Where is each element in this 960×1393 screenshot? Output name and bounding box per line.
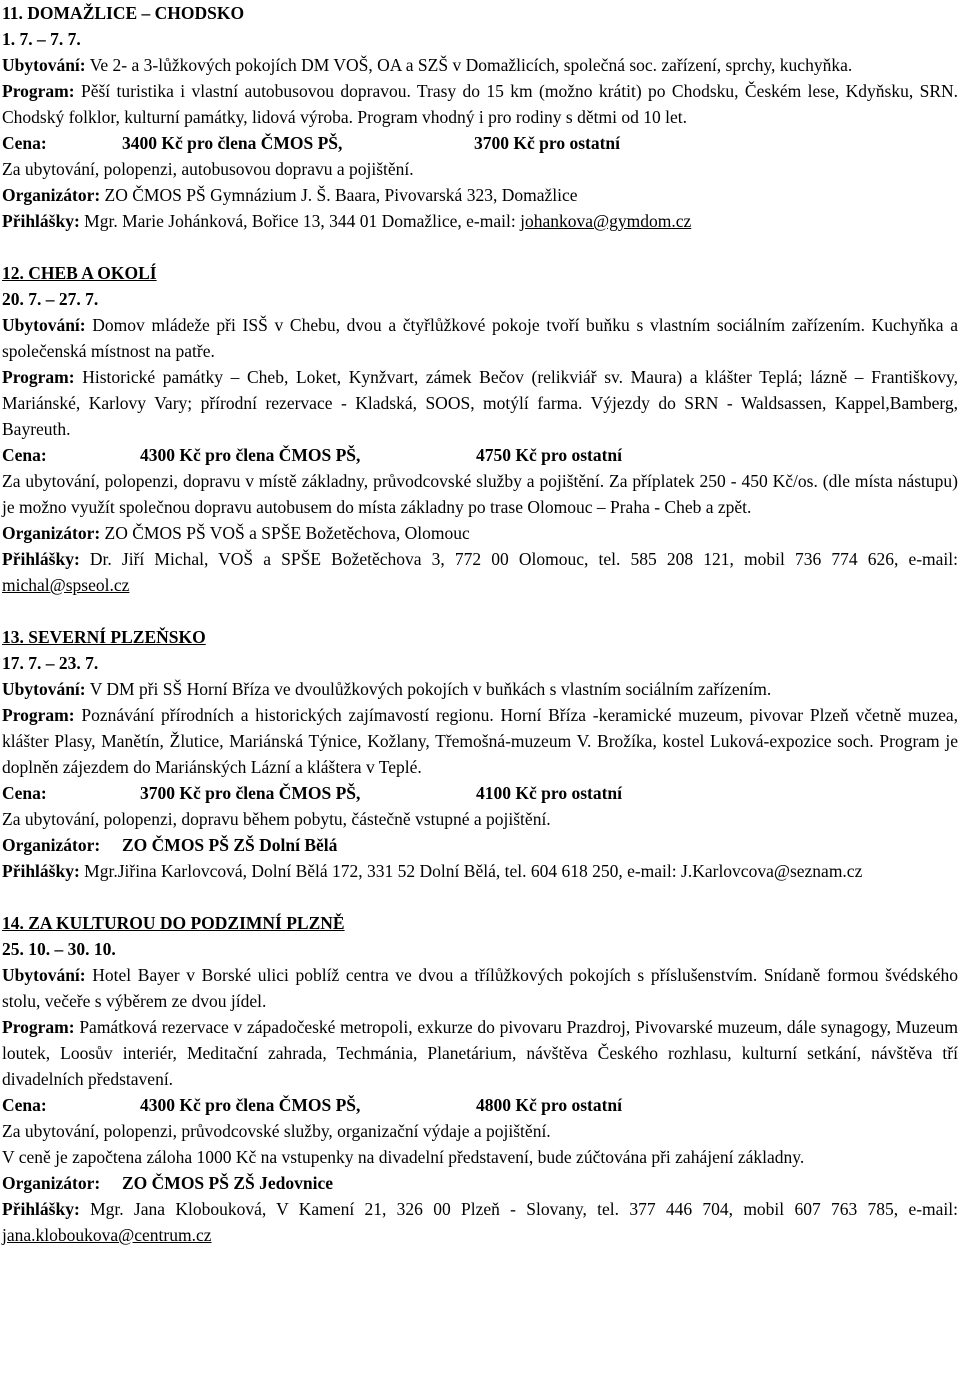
accommodation-paragraph xyxy=(2,676,958,702)
application-label: Přihlášky: xyxy=(2,549,80,569)
program-text: Památková rezervace v západočeské metropoli, exkurze do pivovaru Prazdroj, Pivovarské muzeum, dále synagogy, Muzeum loutek, Loosův interiér, Meditační zahrada, Techmánia, Planetárium, návštěva Českého rozhlasu, kulturní setkání, návštěva tří divadelních představení. xyxy=(2,1017,958,1089)
price-label: Cena: xyxy=(2,783,47,803)
application-text: Mgr. Marie Johánková, Bořice 13, 344 01 Domažlice, e-mail: xyxy=(84,211,516,231)
organizer-text: ZO ČMOS PŠ VOŠ a SPŠE Božetěchova, Olomouc xyxy=(104,523,470,543)
program-text: Pěší turistika i vlastní autobusovou dopravou. Trasy do 15 km (možno krátit) po Chodsku, Českém lese, Kdyňsku, SRN. Chodský folklor, kulturní památky, lidová výroba. Program vhodný i pro rodiny s dětmi od 10 let. xyxy=(2,81,959,127)
section-12 xyxy=(2,260,958,598)
organizer-label: Organizátor: xyxy=(2,1173,101,1193)
price-label: Cena: xyxy=(2,445,47,465)
email-link[interactable]: michal@spseol.cz xyxy=(2,575,130,595)
section-title: 13. SEVERNÍ PLZEŇSKO xyxy=(2,627,206,647)
program-text: Historické památky – Cheb, Loket, Kynžvart, zámek Bečov (relikviář sv. Maura) a klášter Teplá; lázně – Františkovy, Mariánské, Karlovy Vary; přírodní rezervace - Kladská, SOOS, motýlí farma. Výjezdy do SRN - Waldsassen, Kappel,Bamberg, Bayreuth. xyxy=(2,367,959,439)
section-14 xyxy=(2,910,958,1248)
application-line xyxy=(2,858,958,884)
organizer-line xyxy=(2,832,958,858)
program-label: Program: xyxy=(2,81,75,101)
program-text: Poznávání přírodních a historických zajímavostí regionu. Horní Bříza -keramické muzeum, pivovar Plzeň včetně muzea, klášter Plasy, Manětín, Žlutice, Mariánská Týnice, Kožlany, Třemošná-muzeum V. Brožíka, kostel Luková-expozice soch. Program je doplněn zájezdem do Mariánských Lázní a kláštera v Teplé. xyxy=(2,705,959,777)
accommodation-label: Ubytování: xyxy=(2,679,86,699)
section-dates: 25. 10. – 30. 10. xyxy=(2,939,116,959)
organizer-line xyxy=(2,520,958,546)
program-label: Program: xyxy=(2,1017,75,1037)
section-13 xyxy=(2,624,958,884)
price-member: 4300 Kč pro člena ČMOS PŠ, xyxy=(140,445,361,465)
document-page xyxy=(2,0,958,1248)
section-title: 14. ZA KULTUROU DO PODZIMNÍ PLZNĚ xyxy=(2,913,345,933)
application-label: Přihlášky: xyxy=(2,1199,80,1219)
organizer-label: Organizátor: xyxy=(2,523,101,543)
application-line xyxy=(2,546,958,598)
accommodation-text: Ve 2- a 3-lůžkových pokojích DM VOŠ, OA a SZŠ v Domažlicích, společná soc. zařízení, sprchy, kuchyňka. xyxy=(89,55,853,75)
accommodation-label: Ubytování: xyxy=(2,55,86,75)
price-line xyxy=(2,130,958,156)
program-label: Program: xyxy=(2,367,75,387)
organizer-text: ZO ČMOS PŠ ZŠ Dolní Bělá xyxy=(122,835,338,855)
program-paragraph xyxy=(2,1014,958,1092)
accommodation-label: Ubytování: xyxy=(2,965,86,985)
section-dates: 1. 7. – 7. 7. xyxy=(2,29,81,49)
accommodation-paragraph xyxy=(2,52,958,78)
accommodation-label: Ubytování: xyxy=(2,315,86,335)
program-paragraph xyxy=(2,702,958,780)
organizer-line xyxy=(2,1170,958,1196)
application-text: Mgr.Jiřina Karlovcová, Dolní Bělá 172, 331 52 Dolní Bělá, tel. 604 618 250, e-mail: xyxy=(84,861,677,881)
organizer-label: Organizátor: xyxy=(2,185,101,205)
accommodation-paragraph xyxy=(2,962,958,1014)
application-line xyxy=(2,1196,958,1248)
price-note: Za ubytování, polopenzi, průvodcovské služby, organizační výdaje a pojištění. xyxy=(2,1121,551,1141)
section-dates: 20. 7. – 27. 7. xyxy=(2,289,99,309)
price-line xyxy=(2,442,958,468)
program-label: Program: xyxy=(2,705,75,725)
organizer-text: ZO ČMOS PŠ ZŠ Jedovnice xyxy=(122,1173,333,1193)
application-line xyxy=(2,208,958,234)
accommodation-text: Domov mládeže při ISŠ v Chebu, dvou a čtyřlůžkové pokoje tvoří buňku s vlastním sociálním zařízením. Kuchyňka a společenská místnost na patře. xyxy=(2,315,958,361)
email-link[interactable]: johankova@gymdom.cz xyxy=(520,211,692,231)
price-member: 3400 Kč pro člena ČMOS PŠ, xyxy=(122,133,343,153)
price-note: Za ubytování, polopenzi, dopravu během pobytu, částečně vstupné a pojištění. xyxy=(2,809,551,829)
application-label: Přihlášky: xyxy=(2,861,80,881)
price-label: Cena: xyxy=(2,1095,47,1115)
price-label: Cena: xyxy=(2,133,47,153)
program-paragraph xyxy=(2,364,958,442)
price-member: 4300 Kč pro člena ČMOS PŠ, xyxy=(140,1095,361,1115)
program-paragraph xyxy=(2,78,958,130)
application-text: Dr. Jiří Michal, VOŠ a SPŠE Božetěchova 3, 772 00 Olomouc, tel. 585 208 121, mobil 736 774 626, e-mail: xyxy=(89,549,959,569)
price-note-deposit: V ceně je započtena záloha 1000 Kč na vstupenky na divadelní představení, bude zúčtována při zahájení základny. xyxy=(2,1147,805,1167)
price-line xyxy=(2,780,958,806)
application-label: Přihlášky: xyxy=(2,211,80,231)
price-others: 3700 Kč pro ostatní xyxy=(474,133,620,153)
price-others: 4750 Kč pro ostatní xyxy=(476,445,622,465)
section-11 xyxy=(2,0,958,234)
application-text: Mgr. Jana Klobouková, V Kamení 21, 326 00 Plzeň - Slovany, tel. 377 446 704, mobil 607 763 785, e-mail: xyxy=(90,1199,958,1219)
price-line xyxy=(2,1092,958,1118)
price-note: Za ubytování, polopenzi, dopravu v místě základny, průvodcovské služby a pojištění. Za příplatek 250 - 450 Kč/os. (dle místa nástupu) je možno využít společnou dopravu autobusem do místa základny po trase Olomouc – Praha - Cheb a zpět. xyxy=(2,471,958,517)
organizer-label: Organizátor: xyxy=(2,835,101,855)
section-dates: 17. 7. – 23. 7. xyxy=(2,653,99,673)
email-link[interactable]: jana.kloboukova@centrum.cz xyxy=(2,1225,212,1245)
price-note: Za ubytování, polopenzi, autobusovou dopravu a pojištění. xyxy=(2,159,414,179)
organizer-text: ZO ČMOS PŠ Gymnázium J. Š. Baara, Pivovarská 323, Domažlice xyxy=(104,185,578,205)
price-member: 3700 Kč pro člena ČMOS PŠ, xyxy=(140,783,361,803)
accommodation-text: Hotel Bayer v Borské ulici poblíž centra ve dvou a třílůžkových pokojích s příslušenstvím. Snídaně formou švédského stolu, večeře s výběrem ze dvou jídel. xyxy=(2,965,958,1011)
email-link[interactable]: J.Karlovcova@seznam.cz xyxy=(681,861,863,881)
accommodation-text: V DM při SŠ Horní Bříza ve dvoulůžkových pokojích v buňkách s vlastním sociálním zařízením. xyxy=(89,679,772,699)
price-others: 4100 Kč pro ostatní xyxy=(476,783,622,803)
price-others: 4800 Kč pro ostatní xyxy=(476,1095,622,1115)
accommodation-paragraph xyxy=(2,312,958,364)
organizer-line xyxy=(2,182,958,208)
section-title: 11. DOMAŽLICE – CHODSKO xyxy=(2,3,245,23)
section-title: 12. CHEB A OKOLÍ xyxy=(2,263,157,283)
